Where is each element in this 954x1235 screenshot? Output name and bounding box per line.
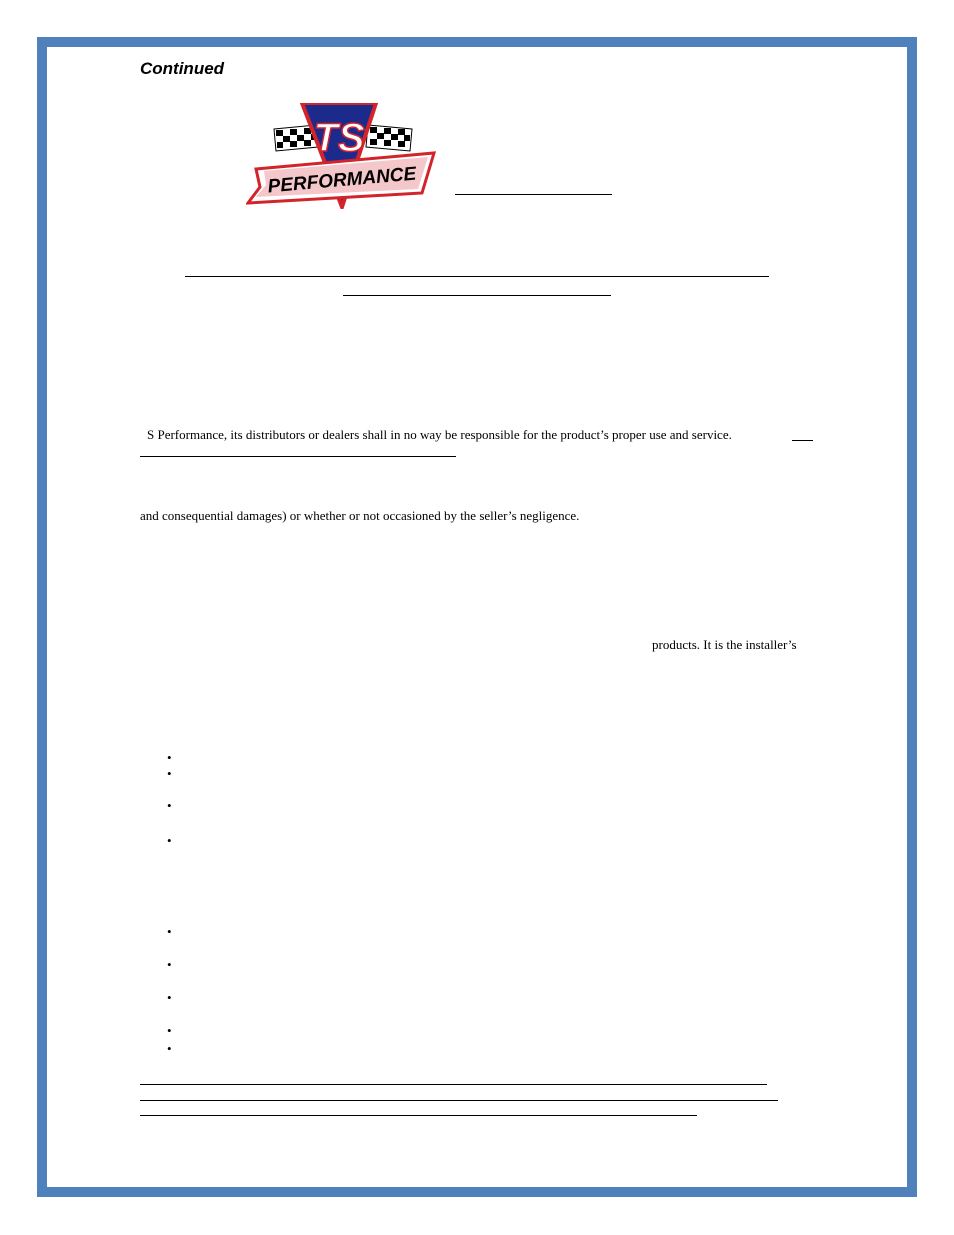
bullet: • [167,766,172,781]
damages-line: and consequential damages) or whether or not occasioned by the seller’s negligence. [140,508,580,523]
ts-performance-logo [246,103,438,209]
rule-closing-3 [140,1115,697,1116]
rule-heading-1 [185,276,769,277]
responsibility-line: S Performance, its distributors or dealers shall in no way be responsible for the product’s proper use and service. [147,427,732,442]
bullet: • [167,833,172,848]
rule-heading-2 [343,295,611,296]
bullet: • [167,750,172,765]
logo-wordmark: PERFORMANCE [266,163,418,198]
continued-heading: Continued [140,59,225,78]
rule-closing-1 [140,1084,767,1085]
bullet: • [167,1041,172,1056]
products-line: products. It is the installer’s [652,637,797,652]
logo-initials: TS [313,116,365,160]
bullet: • [167,924,172,939]
rule-responsibility-continuation [140,456,456,457]
bullet: • [167,957,172,972]
bullet: • [167,798,172,813]
bullet: • [167,990,172,1005]
bullet: • [167,1023,172,1038]
rule-under-logo [455,194,612,195]
rule-closing-2 [140,1100,778,1101]
checkered-flag-right-icon [366,125,412,151]
rule-after-responsibility [792,440,813,441]
